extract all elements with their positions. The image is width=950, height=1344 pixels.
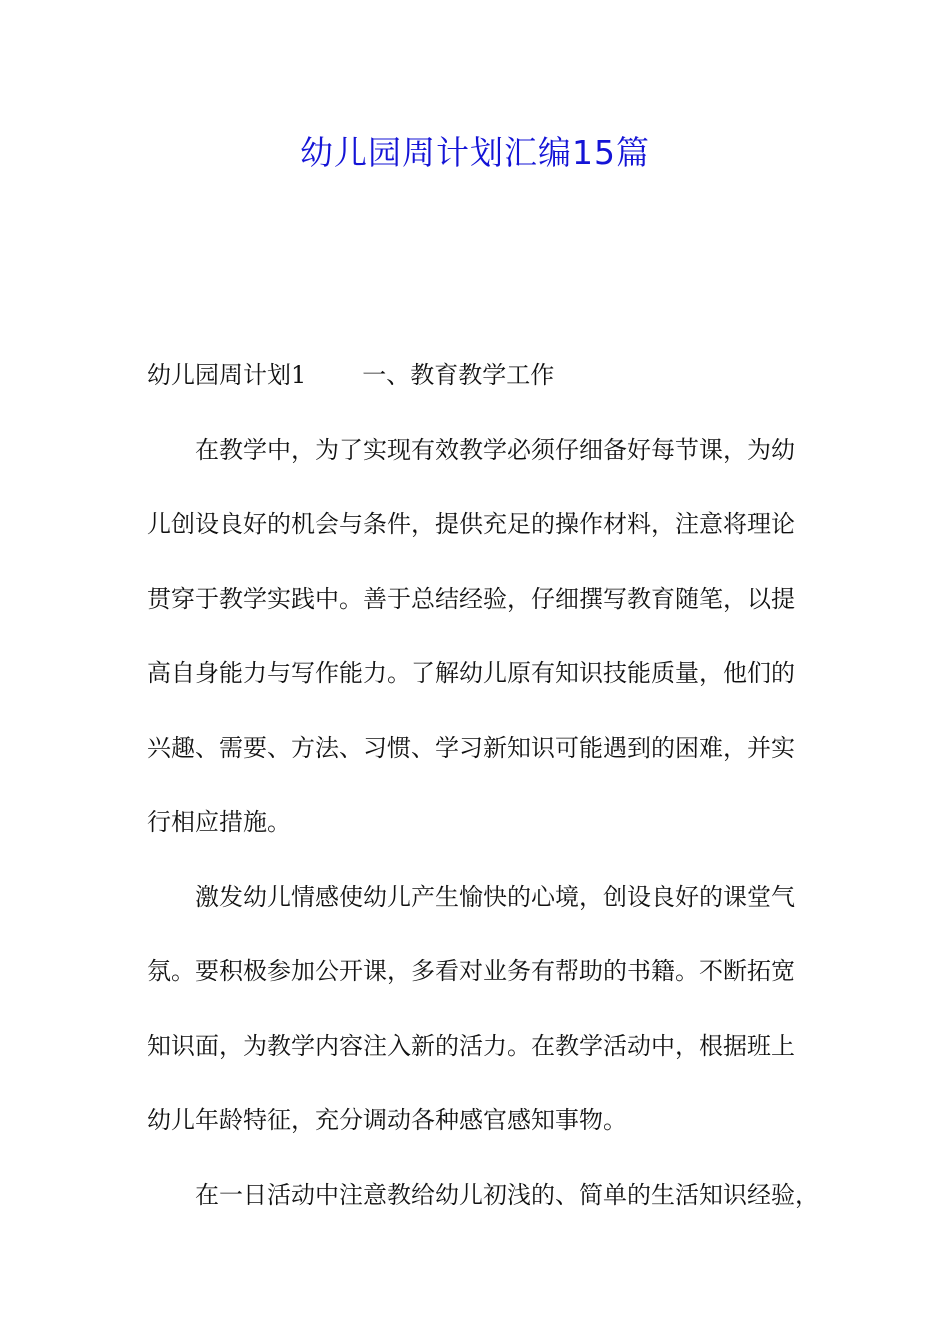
- paragraph-line: 高自身能力与写作能力。了解幼儿原有知识技能质量，他们的: [147, 659, 795, 687]
- document-title: 幼儿园周计划汇编15篇: [300, 133, 650, 172]
- paragraph-line: 兴趣、需要、方法、习惯、学习新知识可能遇到的困难，并实: [147, 733, 795, 762]
- section-label: 幼儿园周计划1: [147, 361, 307, 389]
- document-body: [147, 338, 823, 1232]
- paragraph-line: 儿创设良好的机会与条件，提供充足的操作材料，注意将理论: [147, 510, 795, 538]
- section-heading-line: [147, 338, 823, 413]
- paragraph-line: 氛。要积极参加公开课，多看对业务有帮助的书籍。不断拓宽: [147, 957, 795, 985]
- paragraph-line: 贯穿于教学实践中。善于总结经验，仔细撰写教育随笔，以提: [147, 584, 795, 613]
- paragraph-line: 幼儿年龄特征，充分调动各种感官感知事物。: [147, 1106, 627, 1134]
- paragraph-line: 知识面，为教学内容注入新的活力。在教学活动中，根据班上: [147, 1031, 795, 1060]
- paragraph-line: 在教学中，为了实现有效教学必须仔细备好每节课，为幼: [195, 435, 795, 464]
- section-heading: 一、教育教学工作: [362, 361, 555, 389]
- paragraph-line: 在一日活动中注意教给幼儿初浅的、简单的生活知识经验，: [195, 1180, 819, 1209]
- paragraph-line: 行相应措施。: [147, 808, 291, 836]
- paragraph-line: 激发幼儿情感使幼儿产生愉快的心境，创设良好的课堂气: [195, 882, 795, 911]
